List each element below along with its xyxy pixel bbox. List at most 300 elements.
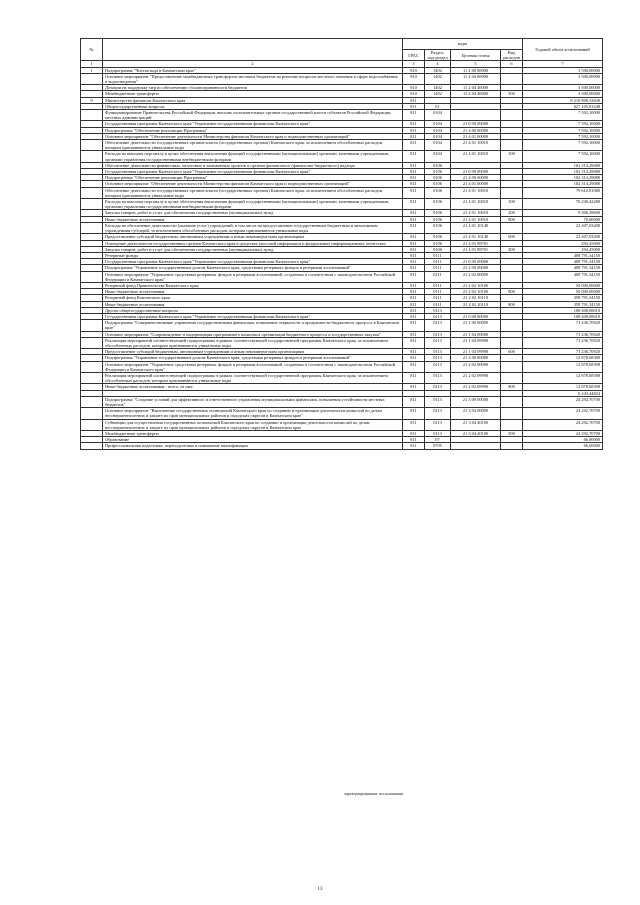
header-target: Целевая статья bbox=[451, 50, 501, 61]
row-section: 0111 bbox=[425, 259, 451, 265]
table-row bbox=[81, 222, 603, 233]
row-target: 21 4 00 00000 bbox=[451, 175, 501, 181]
row-name: Профессиональная подготовка, переподготовка и повышение квалификации bbox=[103, 443, 403, 449]
row-vr bbox=[501, 372, 523, 383]
row-name: Резервный фонд Правительства Камчатского края bbox=[103, 282, 403, 288]
row-num bbox=[81, 187, 103, 198]
row-name: Предоставление субсидий бюджетным, автономным учреждениям и иным некоммерческим организациям bbox=[103, 234, 403, 240]
row-grbs: 811 bbox=[403, 97, 425, 103]
row-grbs: 811 bbox=[403, 337, 425, 348]
row-section: 1402 bbox=[425, 85, 451, 91]
row-total: 7 592,10000 bbox=[523, 133, 603, 139]
row-vr bbox=[501, 361, 523, 372]
row-name: Реализация мероприятий соответствующей подпрограммы в рамках соответствующей государственной программы Камчатского края, за исключением обособленных расходов, которым присваиваются уникальные коды bbox=[103, 337, 403, 348]
row-section: 0113 bbox=[425, 396, 451, 407]
row-grbs: 811 bbox=[403, 181, 425, 187]
table-row bbox=[81, 320, 603, 331]
row-grbs: 811 bbox=[403, 419, 425, 430]
row-grbs: 811 bbox=[403, 307, 425, 313]
row-target: 21 2 02 00000 bbox=[451, 361, 501, 372]
row-grbs: 811 bbox=[403, 437, 425, 443]
row-section: 0104 bbox=[425, 110, 451, 121]
row-target: 21 3 04 40100 bbox=[451, 419, 501, 430]
row-name: Закупка товаров, работ и услуг для обеспечения государственных (муниципальных) нужд bbox=[103, 246, 403, 252]
row-num: 9 bbox=[81, 97, 103, 103]
table-row bbox=[81, 187, 603, 198]
row-section: 0113 bbox=[425, 431, 451, 437]
row-grbs: 811 bbox=[403, 361, 425, 372]
row-section: 0111 bbox=[425, 301, 451, 307]
row-total: 102 314,29080 bbox=[523, 169, 603, 175]
row-section: 0106 bbox=[425, 169, 451, 175]
row-grbs: 811 bbox=[403, 384, 425, 390]
row-total: 108 408,08018 bbox=[523, 307, 603, 313]
row-vr bbox=[501, 222, 523, 233]
row-grbs: 811 bbox=[403, 140, 425, 151]
header-grbs: ГРБС bbox=[403, 50, 425, 61]
row-total: 70 236,42280 bbox=[523, 199, 603, 210]
row-grbs: 811 bbox=[403, 282, 425, 288]
handwritten-note: зарезервированные ассигнования bbox=[344, 791, 403, 796]
row-name: Межбюджетные трансферты bbox=[103, 431, 403, 437]
row-vr: 800 bbox=[501, 301, 523, 307]
row-name: Предоставление субсидий бюджетным, автономным учреждениям и иным некоммерческим организациям bbox=[103, 349, 403, 355]
row-total: 9 306,39600 bbox=[523, 210, 603, 216]
row-section: 0113 bbox=[425, 337, 451, 348]
header-num: № bbox=[81, 39, 103, 61]
row-vr: 500 bbox=[501, 91, 523, 97]
row-name: Основное мероприятие "Обеспечение деятельности Министерства финансов Камчатского края и подведомственных организаций" bbox=[103, 181, 403, 187]
row-num bbox=[81, 271, 103, 282]
row-vr: 600 bbox=[501, 234, 523, 240]
index-cell: 5 bbox=[451, 61, 501, 67]
row-name: Иные бюджетные ассигнования bbox=[103, 216, 403, 222]
row-total: 50 000,00000 bbox=[523, 289, 603, 295]
table-row bbox=[81, 361, 603, 372]
row-total: 102 314,29080 bbox=[523, 175, 603, 181]
row-target: 21 0 00 00000 bbox=[451, 121, 501, 127]
row-num bbox=[81, 140, 103, 151]
row-section: 0113 bbox=[425, 355, 451, 361]
row-section: 0111 bbox=[425, 271, 451, 282]
row-total: 22 407,03200 bbox=[523, 234, 603, 240]
row-total: 294,45000 bbox=[523, 240, 603, 246]
row-name: Иные бюджетные ассигнования bbox=[103, 301, 403, 307]
row-total: 66,00000 bbox=[523, 437, 603, 443]
row-target: 21 2 02 09990 bbox=[451, 384, 501, 390]
row-grbs: 811 bbox=[403, 246, 425, 252]
row-section: 0106 bbox=[425, 162, 451, 168]
row-target: 21 2 02 00000 bbox=[451, 271, 501, 282]
row-total: 24 292,70700 bbox=[523, 408, 603, 419]
row-total: 24 292,70700 bbox=[523, 419, 603, 430]
row-total: 408 791,34150 bbox=[523, 271, 603, 282]
row-target: 21 2 02 09990 bbox=[451, 372, 501, 383]
row-total: 408 791,34150 bbox=[523, 265, 603, 271]
row-target: 21 1 04 00000 bbox=[451, 331, 501, 337]
row-section: 0113 bbox=[425, 419, 451, 430]
row-name: Основное мероприятие "Предоставление межбюджетных трансфертов местным бюджетам на решение вопросов местного значения в сфере водоснабжения и водоотведения" bbox=[103, 73, 403, 84]
row-name: Государственная программа Камчатского края "Управление государственными финансами Камчатского края" bbox=[103, 169, 403, 175]
row-name: Функционирование Правительства Российской Федерации, высших исполнительных органов государственной власти субъектов Российской Федерации, местных администраций bbox=[103, 110, 403, 121]
row-section: 0113 bbox=[425, 361, 451, 372]
row-target: 21 4 01 98701 bbox=[451, 246, 501, 252]
table-body bbox=[81, 67, 603, 449]
row-target: 21 2 02 10110 bbox=[451, 301, 501, 307]
row-grbs: 811 bbox=[403, 133, 425, 139]
row-grbs: 810 bbox=[403, 85, 425, 91]
row-num bbox=[81, 361, 103, 372]
row-total: 12 878,68398 bbox=[523, 355, 603, 361]
row-total: 24 292,70700 bbox=[523, 431, 603, 437]
row-grbs: 811 bbox=[403, 431, 425, 437]
row-vr: 100 bbox=[501, 199, 523, 210]
row-section: 0106 bbox=[425, 240, 451, 246]
table-row bbox=[81, 408, 603, 419]
row-num bbox=[81, 73, 103, 84]
row-name: Подпрограмма "Управление государственным долгом Камчатского края, средствами резервных фондов и резервами ассигнований" bbox=[103, 265, 403, 271]
row-name: Министерство финансов Камчатского края bbox=[103, 97, 403, 103]
row-target: 21 4 01 10010 bbox=[451, 140, 501, 151]
row-section: 0106 bbox=[425, 175, 451, 181]
row-target: 21 2 02 10110 bbox=[451, 295, 501, 301]
budget-table-sheet bbox=[80, 38, 602, 450]
row-section: 0111 bbox=[425, 282, 451, 288]
row-target: 21 1 04 09990 bbox=[451, 337, 501, 348]
row-name: Основное мероприятие "Управление средствами резервных фондов и резервами ассигнований, созданных в соответствии с законодательством Российской Федерации и Камчатского края" bbox=[103, 361, 403, 372]
row-target: 21 4 01 10140 bbox=[451, 222, 501, 233]
row-target: 21 3 04 00000 bbox=[451, 408, 501, 419]
row-name: Подпрограмма "Совершенствование управления государственными финансами, повышение открытости и прозрачности бюджетного процесса в Камчатском крае" bbox=[103, 320, 403, 331]
row-total: 627 105,81248 bbox=[523, 103, 603, 109]
row-target: 21 4 01 10010 bbox=[451, 199, 501, 210]
row-target: 21 4 01 98701 bbox=[451, 240, 501, 246]
table-row bbox=[81, 110, 603, 121]
row-name: Расходы на выплаты персоналу в целях обеспечения выполнения функций государственными (муниципальными) органами, казенными учреждениями, органами управления государственными внебюджетными фондами bbox=[103, 151, 403, 162]
row-total: 12 878,68398 bbox=[523, 361, 603, 372]
row-section: 0111 bbox=[425, 252, 451, 258]
row-grbs: 811 bbox=[403, 295, 425, 301]
row-grbs: 811 bbox=[403, 265, 425, 271]
row-vr bbox=[501, 110, 523, 121]
row-vr: 600 bbox=[501, 349, 523, 355]
index-cell: 6 bbox=[501, 61, 523, 67]
row-name: Обеспечение деятельности государственных органов власти (государственных органов) Камчатского края, за исключением обособленных расходов, которым присваиваются уникальные коды bbox=[103, 140, 403, 151]
row-grbs: 811 bbox=[403, 175, 425, 181]
row-target: 21 4 01 00000 bbox=[451, 181, 501, 187]
row-num bbox=[81, 408, 103, 419]
row-vr bbox=[501, 73, 523, 84]
row-name: Основное мероприятие "Обеспечение деятельности Министерства финансов Камчатского края и подведомственных организаций" bbox=[103, 133, 403, 139]
row-grbs: 811 bbox=[403, 151, 425, 162]
row-total: 7 592,10000 bbox=[523, 121, 603, 127]
row-grbs: 811 bbox=[403, 210, 425, 216]
row-grbs: 811 bbox=[403, 396, 425, 407]
row-grbs: 811 bbox=[403, 121, 425, 127]
row-vr: 200 bbox=[501, 246, 523, 252]
row-total: 12 878,68398 bbox=[523, 384, 603, 390]
row-name: Основное мероприятие "Управление средствами резервных фондов и резервами ассигнований, созданных в соответствии с законодательством Российской Федерации и Камчатского края" bbox=[103, 271, 403, 282]
row-num bbox=[81, 443, 103, 449]
row-section: 0111 bbox=[425, 265, 451, 271]
row-vr bbox=[501, 337, 523, 348]
row-vr bbox=[501, 187, 523, 198]
row-name: Освещение деятельности государственных органов Камчатского края в средствах массовой информации и федеральных информационных агентствах bbox=[103, 240, 403, 246]
row-grbs: 811 bbox=[403, 289, 425, 295]
row-target: 21 2 00 00000 bbox=[451, 265, 501, 271]
row-name: Резервный фонд Камчатского края bbox=[103, 295, 403, 301]
row-name: Расходы на выплаты персоналу в целях обеспечения выполнения функций государственными (муниципальными) органами, казенными учреждениями, органами управления государственными внебюджетными фондами bbox=[103, 199, 403, 210]
row-vr: 500 bbox=[501, 431, 523, 437]
row-name: Подпрограмма "Обеспечение реализации Программы" bbox=[103, 127, 403, 133]
row-total: 22 407,03200 bbox=[523, 222, 603, 233]
row-name: Государственная программа Камчатского края "Управление государственными финансами Камчатского края" bbox=[103, 121, 403, 127]
row-section: 0106 bbox=[425, 216, 451, 222]
table-row bbox=[81, 199, 603, 210]
row-total: 294,45000 bbox=[523, 246, 603, 252]
row-grbs: 811 bbox=[403, 216, 425, 222]
row-total: 71 236,70920 bbox=[523, 349, 603, 355]
row-vr bbox=[501, 140, 523, 151]
row-grbs: 811 bbox=[403, 443, 425, 449]
row-grbs: 811 bbox=[403, 199, 425, 210]
row-num bbox=[81, 320, 103, 331]
header-name bbox=[103, 39, 403, 61]
table-row bbox=[81, 337, 603, 348]
row-num bbox=[81, 199, 103, 210]
row-section: 1402 bbox=[425, 91, 451, 97]
row-grbs: 811 bbox=[403, 240, 425, 246]
row-grbs: 811 bbox=[403, 110, 425, 121]
row-total: 71 236,70920 bbox=[523, 320, 603, 331]
row-target: 21 2 02 10100 bbox=[451, 289, 501, 295]
row-vr bbox=[501, 443, 523, 449]
row-name: Государственная программа Камчатского края "Управление государственными финансами Камчатского края" bbox=[103, 259, 403, 265]
row-total: 108 408,08018 bbox=[523, 313, 603, 319]
row-total: 66,00000 bbox=[523, 443, 603, 449]
row-section: 0113 bbox=[425, 408, 451, 419]
row-grbs: 811 bbox=[403, 252, 425, 258]
row-target: 21 0 00 00000 bbox=[451, 169, 501, 175]
row-vr bbox=[501, 408, 523, 419]
row-name: Образование bbox=[103, 437, 403, 443]
row-num bbox=[81, 151, 103, 162]
row-name: Расходы на обеспечение деятельности (оказание услуг) учреждений, в том числе на предоставление государственным бюджетным и автономным учреждениям субсидий, за исключением обособленных расходов, которым присваиваются уникальные коды bbox=[103, 222, 403, 233]
row-section: 0113 bbox=[425, 313, 451, 319]
row-target: 21 4 00 00000 bbox=[451, 127, 501, 133]
row-target: 11 2 04 40000 bbox=[451, 85, 501, 91]
row-section: 0104 bbox=[425, 127, 451, 133]
row-grbs: 811 bbox=[403, 349, 425, 355]
row-name: Другие общегосударственные вопросы bbox=[103, 307, 403, 313]
row-total: 408 791,34150 bbox=[523, 259, 603, 265]
row-grbs: 811 bbox=[403, 408, 425, 419]
table-row bbox=[81, 73, 603, 84]
row-section: 0106 bbox=[425, 234, 451, 240]
table-row bbox=[81, 419, 603, 430]
row-total: 7 592,10000 bbox=[523, 151, 603, 162]
row-target: 21 4 01 10140 bbox=[451, 234, 501, 240]
row-section: 0111 bbox=[425, 295, 451, 301]
row-num bbox=[81, 372, 103, 383]
row-name: Подпрограмма "Управление государственным долгом Камчатского края, средствами резервных фондов и резервами ассигнований" bbox=[103, 355, 403, 361]
row-vr bbox=[501, 419, 523, 430]
row-name: Иные бюджетные ассигнования bbox=[103, 289, 403, 295]
row-total: 24 292,70700 bbox=[523, 396, 603, 407]
row-target: 21 3 00 00000 bbox=[451, 396, 501, 407]
table-row bbox=[81, 443, 603, 449]
row-vr: 800 bbox=[501, 384, 523, 390]
row-name: Дотации на поддержку мер по обеспечению сбалансированности бюджетов bbox=[103, 85, 403, 91]
row-name: Межбюджетные трансферты bbox=[103, 91, 403, 97]
row-vr bbox=[501, 320, 523, 331]
row-total: 12 878,68398 bbox=[523, 372, 603, 383]
row-section: 0113 bbox=[425, 349, 451, 355]
row-target: 11 2 04 00000 bbox=[451, 73, 501, 84]
row-grbs: 811 bbox=[403, 127, 425, 133]
row-total: 79 612,81080 bbox=[523, 187, 603, 198]
row-section: 0106 bbox=[425, 187, 451, 198]
row-grbs: 810 bbox=[403, 91, 425, 97]
row-name: Подпрограмма "Обеспечение реализации Программы" bbox=[103, 175, 403, 181]
header-codes: коды bbox=[403, 39, 523, 50]
row-grbs: 811 bbox=[403, 331, 425, 337]
row-total: 3 500,00000 bbox=[523, 91, 603, 97]
row-grbs: 811 bbox=[403, 355, 425, 361]
row-name: Подпрограмма "Чистая вода в Камчатском крае" bbox=[103, 67, 403, 73]
row-name: Обеспечение деятельности финансовых, налоговых и таможенных органов и органов финансового (финансово-бюджетного) надзора bbox=[103, 162, 403, 168]
row-total: 6 243,44824 bbox=[523, 390, 603, 396]
row-section: 0113 bbox=[425, 372, 451, 383]
row-total: 358 791,34150 bbox=[523, 295, 603, 301]
table-row bbox=[81, 271, 603, 282]
row-grbs: 811 bbox=[403, 259, 425, 265]
row-target bbox=[451, 110, 501, 121]
row-target: 21 0 00 00000 bbox=[451, 313, 501, 319]
row-name: Основное мероприятие "Выполнение государственных полномочий Камчатского края по созданию и организации деятельности комиссий по делам несовершеннолетних и защите их прав муниципальных районов и городских округов в Камчатском крае" bbox=[103, 408, 403, 419]
index-cell: 4 bbox=[425, 61, 451, 67]
row-grbs: 811 bbox=[403, 313, 425, 319]
row-num bbox=[81, 396, 103, 407]
row-target: 21 2 00 00000 bbox=[451, 355, 501, 361]
row-total: 102 314,29080 bbox=[523, 181, 603, 187]
row-total: 7 592,10000 bbox=[523, 140, 603, 151]
row-section: 0113 bbox=[425, 331, 451, 337]
row-num bbox=[81, 222, 103, 233]
row-name: Субвенции для осуществления государственных полномочий Камчатского края по созданию и организации деятельности комиссий по делам несовершеннолетних и защите их прав муниципальных районов и городских округов в Камчатском крае bbox=[103, 419, 403, 430]
row-grbs: 810 bbox=[403, 73, 425, 84]
row-target bbox=[451, 443, 501, 449]
row-section: 0113 bbox=[425, 307, 451, 313]
row-total: 7 592,10000 bbox=[523, 110, 603, 121]
row-target: 21 4 01 10010 bbox=[451, 216, 501, 222]
row-section: 0104 bbox=[425, 121, 451, 127]
row-name: Резервные фонды bbox=[103, 252, 403, 258]
row-section: 0705 bbox=[425, 443, 451, 449]
row-total: 71 236,70920 bbox=[523, 337, 603, 348]
row-grbs: 811 bbox=[403, 103, 425, 109]
row-total: 358 791,34150 bbox=[523, 301, 603, 307]
row-grbs: 811 bbox=[403, 222, 425, 233]
budget-table bbox=[80, 38, 603, 450]
row-num bbox=[81, 337, 103, 348]
row-section: 0113 bbox=[425, 384, 451, 390]
row-section: 0104 bbox=[425, 151, 451, 162]
row-name: Реализация мероприятий соответствующей подпрограммы в рамках соответствующей государственной программы Камчатского края, за исключением обособленных расходов, которым присваиваются уникальные коды bbox=[103, 372, 403, 383]
row-target: 21 4 01 10010 bbox=[451, 151, 501, 162]
row-total: 408 791,34150 bbox=[523, 252, 603, 258]
row-vr bbox=[501, 396, 523, 407]
row-target: 21 4 01 10010 bbox=[451, 210, 501, 216]
row-grbs: 811 bbox=[403, 271, 425, 282]
row-vr: 100 bbox=[501, 151, 523, 162]
row-name: Общегосударственные вопросы bbox=[103, 103, 403, 109]
table-row bbox=[81, 151, 603, 162]
row-section: 0104 bbox=[425, 140, 451, 151]
header-total: Годовой объем ассигнований bbox=[523, 39, 603, 61]
row-section: 0106 bbox=[425, 199, 451, 210]
row-total: 8 210 808,33849 bbox=[523, 97, 603, 103]
row-name: Закупка товаров, работ и услуг для обеспечения государственных (муниципальных) нужд bbox=[103, 210, 403, 216]
row-total: 71 236,70920 bbox=[523, 331, 603, 337]
row-name: Подпрограмма "Создание условий для эффективного и ответственного управления муниципальными финансами, повышения устойчивости местных бюджетов" bbox=[103, 396, 403, 407]
row-target: 11 2 04 40000 bbox=[451, 91, 501, 97]
index-cell: 3 bbox=[403, 61, 425, 67]
row-section: 07 bbox=[425, 437, 451, 443]
row-total: 70,00000 bbox=[523, 216, 603, 222]
row-total: 3 500,00000 bbox=[523, 67, 603, 73]
row-total: 3 500,00000 bbox=[523, 85, 603, 91]
index-cell: 7 bbox=[523, 61, 603, 67]
row-vr: 800 bbox=[501, 289, 523, 295]
row-grbs: 811 bbox=[403, 162, 425, 168]
row-num: 1 bbox=[81, 67, 103, 73]
row-target: 21 4 01 00000 bbox=[451, 133, 501, 139]
row-target: 21 2 02 10100 bbox=[451, 282, 501, 288]
row-section: 0111 bbox=[425, 289, 451, 295]
row-section: 0106 bbox=[425, 181, 451, 187]
row-section: 1402 bbox=[425, 67, 451, 73]
table-row bbox=[81, 372, 603, 383]
row-name: Государственная программа Камчатского края "Управление государственными финансами Камчатского края" bbox=[103, 313, 403, 319]
row-grbs: 811 bbox=[403, 320, 425, 331]
row-name: Основное мероприятие "Сопровождение и модернизация программного комплекса организации бюджетного процесса и государственных закупок" bbox=[103, 331, 403, 337]
row-total: 3 500,00000 bbox=[523, 73, 603, 84]
row-total: 7 592,10000 bbox=[523, 127, 603, 133]
row-grbs: 810 bbox=[403, 67, 425, 73]
row-vr: 800 bbox=[501, 216, 523, 222]
row-vr: 200 bbox=[501, 210, 523, 216]
row-name: Обеспечение деятельности государственных органов власти (государственных органов) Камчатского края, за исключением обособленных расходов, которым присваиваются уникальные коды bbox=[103, 187, 403, 198]
row-vr bbox=[501, 271, 523, 282]
row-section: 0106 bbox=[425, 246, 451, 252]
row-target: 21 0 00 00000 bbox=[451, 259, 501, 265]
row-section: 01 bbox=[425, 103, 451, 109]
page-number: 13 bbox=[317, 887, 323, 892]
row-num bbox=[81, 419, 103, 430]
table-row bbox=[81, 396, 603, 407]
index-cell: 1 bbox=[81, 61, 103, 67]
row-total: 50 000,00000 bbox=[523, 282, 603, 288]
row-num bbox=[81, 110, 103, 121]
row-grbs: 811 bbox=[403, 234, 425, 240]
row-grbs: 811 bbox=[403, 169, 425, 175]
row-target: 21 4 01 10010 bbox=[451, 187, 501, 198]
row-section: 1402 bbox=[425, 73, 451, 84]
row-grbs: 811 bbox=[403, 187, 425, 198]
row-target: 21 3 04 40100 bbox=[451, 431, 501, 437]
row-section: 0113 bbox=[425, 320, 451, 331]
